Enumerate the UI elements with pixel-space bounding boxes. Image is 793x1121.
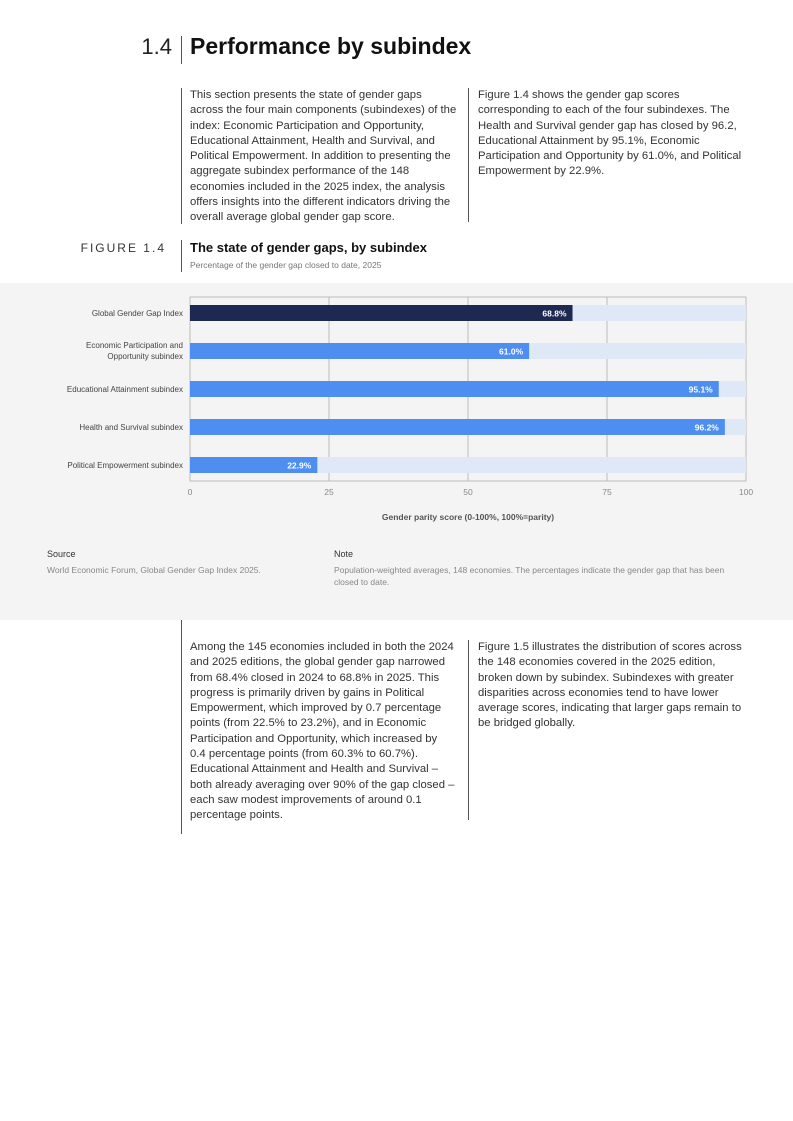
bar-2: [190, 381, 719, 397]
x-tick-label-25: 25: [324, 487, 334, 497]
note-text: Population-weighted averages, 148 economies. The percentages indicate the gender gap that has been closed to date.: [334, 565, 725, 587]
figure-divider: [181, 240, 182, 272]
bar-value-label-0: 68.8%: [542, 308, 567, 319]
x-tick-label-100: 100: [738, 487, 754, 497]
intro-left-paragraph: This section presents the state of gender gaps across the four main components (subindexes) of the index: Economic Participation and Opportunity, Educational Attainment, Health and Survival, and Political Empowerment. In addition to presenting the aggregate subindex performance of the 148 economies included in the 2025 index, the analysis offers insights into the different indicators driving the overall average global gender gap score.: [190, 89, 457, 224]
figure-label: FIGURE 1.4: [80, 241, 166, 255]
intro-left-rule: [181, 88, 182, 224]
body-left-rule: [181, 620, 182, 834]
body-right-paragraph: Figure 1.5 illustrates the distribution of scores across the 148 economies covered in the 2025 edition, broken down by subindex. Subindexes with greater disparities across economies tend to have lower average scores, indicating that larger gaps remain to be bridged globally.: [478, 641, 742, 730]
intro-right-rule: [468, 88, 469, 222]
x-tick-label-50: 50: [463, 487, 473, 497]
category-label-line: Educational Attainment subindex: [66, 384, 183, 394]
category-label-line: Health and Survival subindex: [79, 422, 183, 432]
section-divider: [181, 36, 182, 64]
source-text: World Economic Forum, Global Gender Gap Index 2025.: [47, 565, 261, 575]
figure-subtitle: Percentage of the gender gap closed to date, 2025: [190, 260, 382, 270]
bar-0: [190, 305, 573, 321]
x-axis-title: Gender parity score (0-100%, 100%=parity): [381, 512, 555, 522]
bar-value-label-3: 96.2%: [694, 422, 719, 433]
figure-title: The state of gender gaps, by subindex: [190, 240, 427, 255]
x-tick-label-0: 0: [187, 487, 193, 497]
section-number: 1.4: [141, 34, 172, 59]
section-title: Performance by subindex: [190, 33, 472, 59]
body-right-rule: [468, 640, 469, 820]
category-label-line: Global Gender Gap Index: [91, 308, 183, 318]
category-label-line: Political Empowerment subindex: [67, 460, 183, 470]
x-tick-label-75: 75: [602, 487, 612, 497]
chart-panel: [0, 283, 793, 620]
body-left-paragraph: Among the 145 economies included in both the 2024 and 2025 editions, the global gender gap narrowed from 68.4% closed in 2024 to 68.8% in 2025. This progress is primarily driven by gains in Political Empowerment, which improved by 0.7 percentage points (from 22.5% to 23.2%), and in Economic Participation and Opportunity, which increased by 0.4 percentage points (from 60.3% to 60.7%). Educational Attainment and Health and Survival – both already averaging over 90% of the gap closed – each saw modest improvements of around 0.1 percentage points.: [190, 641, 455, 822]
bar-value-label-1: 61.0%: [499, 346, 524, 357]
source-heading: Source: [47, 549, 76, 559]
bar-chart: [0, 283, 793, 533]
note-heading: Note: [334, 549, 354, 559]
bar-1: [190, 343, 529, 359]
bar-value-label-2: 95.1%: [688, 384, 713, 395]
intro-right-paragraph: Figure 1.4 shows the gender gap scores corresponding to each of the four subindexes. The Health and Survival gender gap has closed by 96.2, Educational Attainment by 95.1%, Economic Participation and Opportunity by 61.0%, and Political Empowerment by 22.9%.: [478, 89, 742, 178]
category-label-line: Opportunity subindex: [107, 352, 183, 361]
bar-3: [190, 419, 725, 435]
bar-value-label-4: 22.9%: [287, 460, 312, 471]
category-label-line: Economic Participation and: [86, 341, 183, 350]
